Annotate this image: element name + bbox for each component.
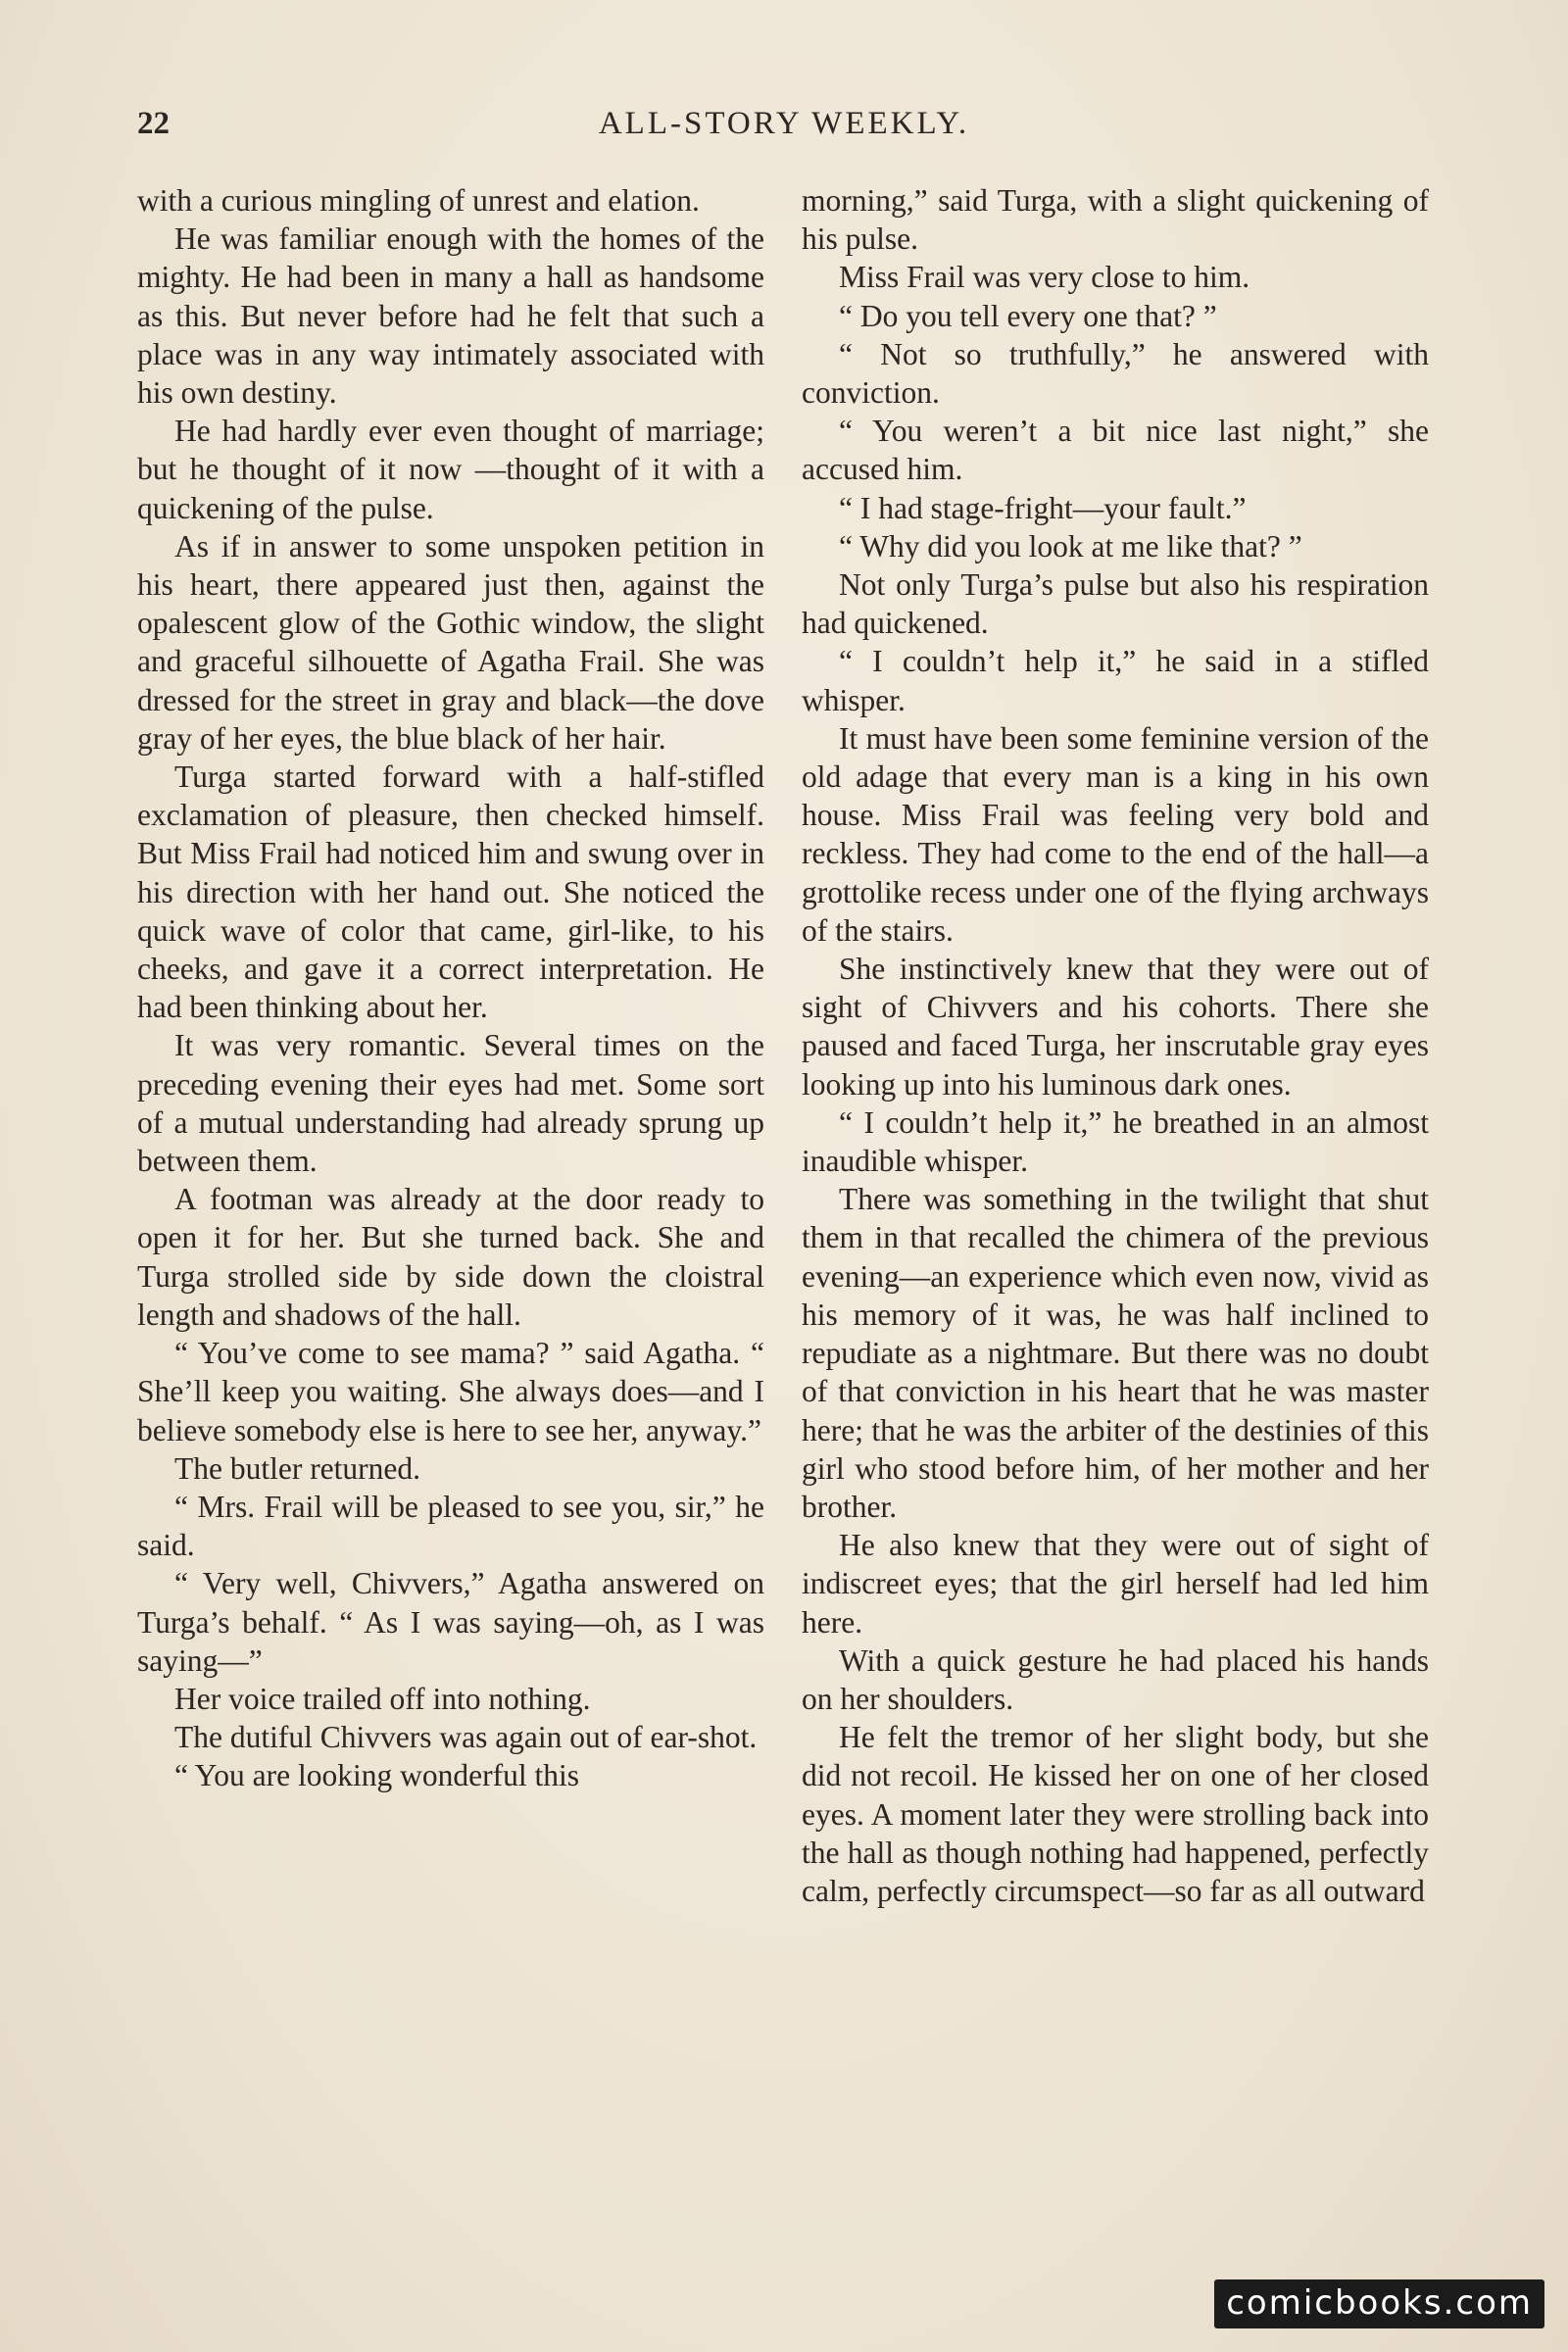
paragraph: “ You’ve come to see mama? ” said Agatha. “ She’ll keep you waiting. She always does—and I believe somebody else is here to see her, anyway.” bbox=[137, 1336, 764, 1447]
paragraph: “ Not so truthfully,” he answered with conviction. bbox=[802, 336, 1429, 411]
paragraph: Not only Turga’s pulse but also his respiration had quickened. bbox=[802, 567, 1429, 641]
paragraph: There was something in the twilight that shut them in that recalled the chimera of the previous evening—an experience which even now, vivid as his memory of it was, he was half inclined to repudiate as a nightmare. But there was no doubt of that conviction in his heart that he was master here; that he was the arbiter of the destinies of this girl who stood before him, of her mother and her brother. bbox=[802, 1182, 1429, 1524]
paragraph: The dutiful Chivvers was again out of ear-shot. bbox=[174, 1720, 758, 1755]
right-column bbox=[802, 181, 1429, 1910]
paragraph: Miss Frail was very close to him. bbox=[839, 260, 1250, 295]
paragraph: “ I had stage-fright—your fault.” bbox=[839, 490, 1247, 525]
paragraph: “ I couldn’t help it,” he said in a stifled whisper. bbox=[802, 644, 1429, 717]
paragraph: He was familiar enough with the homes of the mighty. He had been in many a hall as handsome as this. But never before had he felt that such a place was in any way intimately associated with his own destiny. bbox=[137, 221, 764, 411]
paragraph: It must have been some feminine version of the old adage that every man is a king in his own house. Miss Frail was feeling very bold and reckless. They had come to the end of the hall—a grottolike recess under one of the flying archways of the stairs. bbox=[802, 720, 1429, 948]
paragraph: He felt the tremor of her slight body, but she did not recoil. He kissed her on one of her closed eyes. A moment later they were strolling back into the hall as though nothing had happened, perfectly calm, perfectly circumspect—so far as all outward bbox=[802, 1720, 1429, 1908]
paragraph: A footman was already at the door ready to open it for her. But she turned back. She and Turga strolled side by side down the cloistral length and shadows of the hall. bbox=[137, 1182, 764, 1332]
magazine-title: ALL-STORY WEEKLY. bbox=[598, 106, 970, 141]
paragraph: “ You are looking wonderful this bbox=[174, 1758, 579, 1793]
watermark: comicbooks.com bbox=[1214, 2279, 1544, 2328]
paragraph: with a curious mingling of unrest and elation. bbox=[137, 183, 700, 218]
paragraph: “ Very well, Chivvers,” Agatha answered on Turga’s behalf. “ As I was saying—oh, as I was saying—” bbox=[137, 1566, 764, 1678]
paragraph: He also knew that they were out of sight of indiscreet eyes; that the girl herself had led him here. bbox=[802, 1528, 1429, 1640]
left-column bbox=[137, 181, 764, 1795]
paragraph: She instinctively knew that they were out of sight of Chivvers and his cohorts. There she paused and faced Turga, her inscrutable gray eyes looking up into his luminous dark ones. bbox=[802, 952, 1429, 1102]
paragraph: He had hardly ever even thought of marriage; but he thought of it now —thought of it with a quickening of the pulse. bbox=[137, 414, 764, 525]
paragraph: “ Do you tell every one that? ” bbox=[839, 298, 1217, 333]
paragraph: “ Mrs. Frail will be pleased to see you, sir,” he said. bbox=[137, 1489, 764, 1563]
running-head bbox=[137, 106, 1431, 165]
paragraph: “ Why did you look at me like that? ” bbox=[839, 528, 1302, 564]
paragraph: It was very romantic. Several times on the preceding evening their eyes had met. Some sort of a mutual understanding had already sprung up between them. bbox=[137, 1028, 764, 1179]
paragraph: “ You weren’t a bit nice last night,” she accused him. bbox=[802, 414, 1429, 487]
paragraph: The butler returned. bbox=[174, 1450, 421, 1486]
paragraph: morning,” said Turga, with a slight quickening of his pulse. bbox=[802, 183, 1429, 257]
paragraph: Her voice trailed off into nothing. bbox=[174, 1681, 591, 1716]
paragraph: “ I couldn’t help it,” he breathed in an almost inaudible whisper. bbox=[802, 1104, 1429, 1179]
paragraph: Turga started forward with a half-stifled exclamation of pleasure, then checked himself. But Miss Frail had noticed him and swung over in his direction with her hand out. She noticed the quick wave of color that came, girl-like, to his cheeks, and gave it a correct interpretation. He had been thinking about her. bbox=[137, 760, 764, 1025]
paragraph: As if in answer to some unspoken petition in his heart, there appeared just then, against the opalescent glow of the Gothic window, the slight and graceful silhouette of Agatha Frail. She was dressed for the street in gray and black—the dove gray of her eyes, the blue black of her hair. bbox=[137, 528, 764, 756]
paragraph: With a quick gesture he had placed his hands on her shoulders. bbox=[802, 1642, 1429, 1716]
page-number: 22 bbox=[137, 106, 170, 141]
